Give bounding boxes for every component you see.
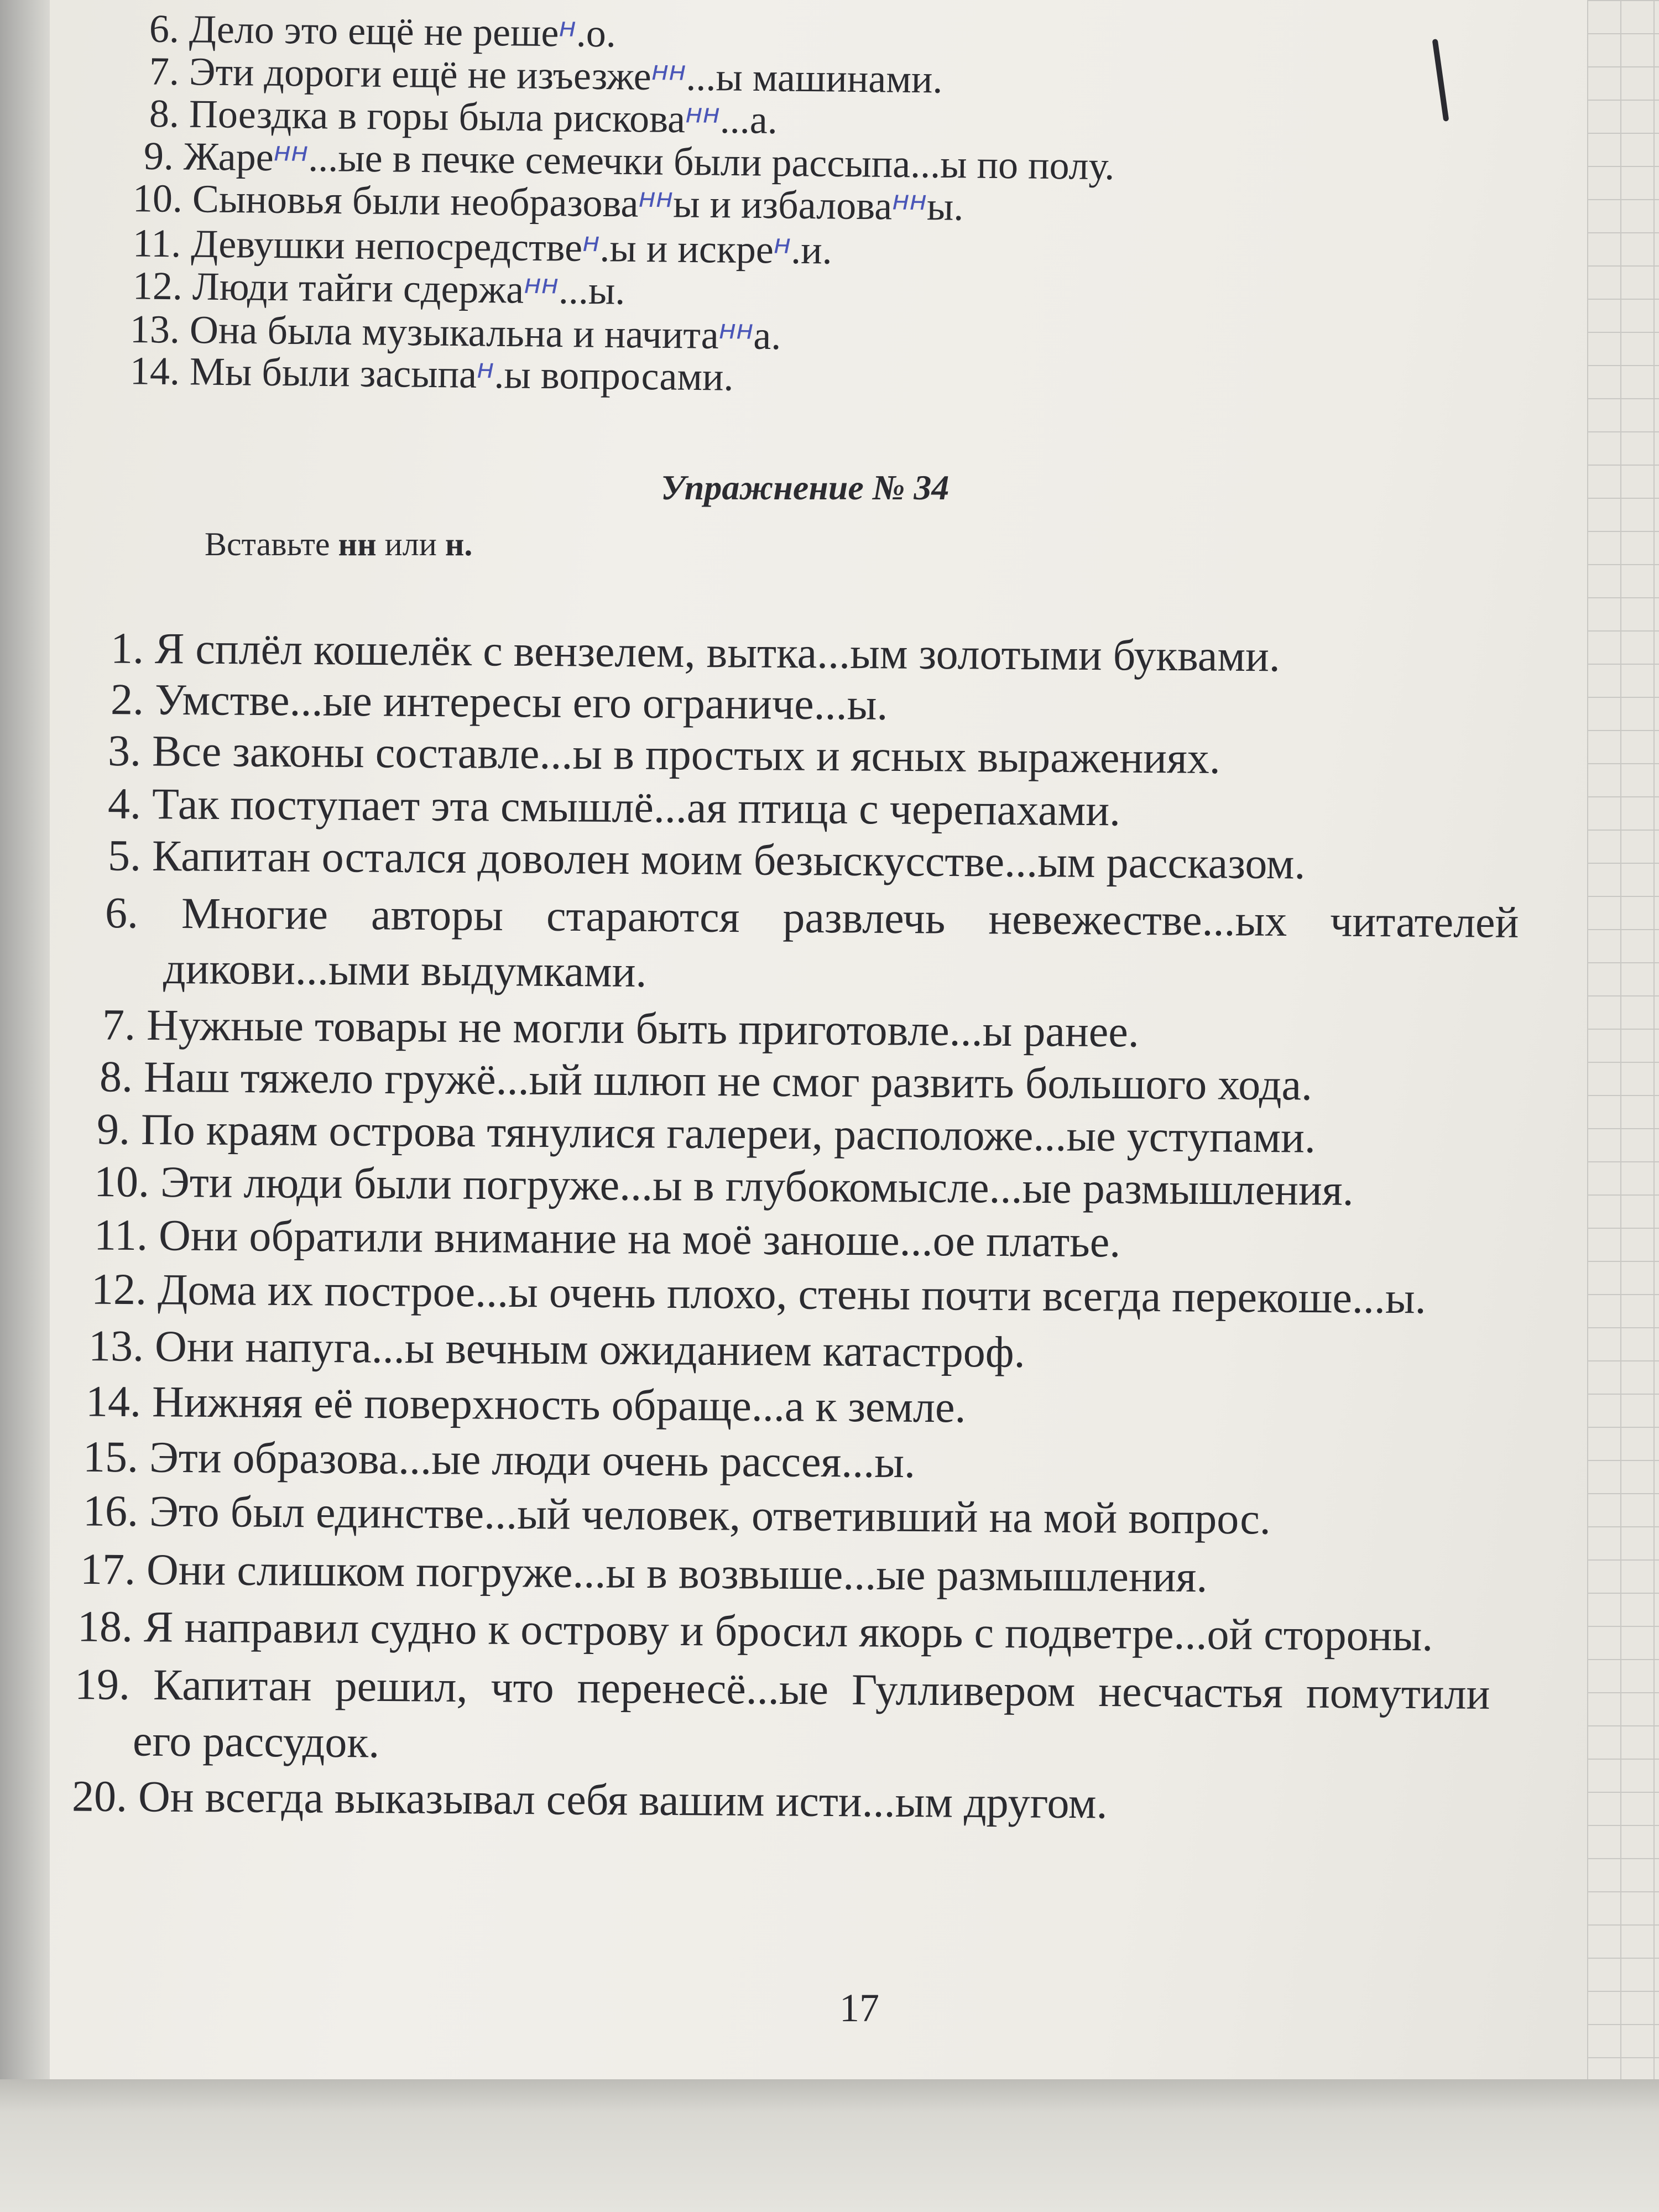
item-text: ...ы.	[558, 268, 625, 313]
pen-mark	[1432, 39, 1449, 122]
exercise-item-18	[77, 1602, 1433, 1661]
item-text: Наш тяжело гружё...ый шлюп не смог развить большого хода.	[143, 1052, 1313, 1110]
instruction-text: Вставьте	[205, 526, 330, 562]
item-text: .о.	[576, 11, 617, 56]
exercise-item-20	[71, 1772, 1108, 1828]
exercise-item-2	[111, 677, 888, 727]
prev-item-10	[133, 178, 964, 227]
item-text: ы.	[926, 184, 964, 229]
item-text: .и.	[790, 227, 833, 273]
handwritten-answer: н	[476, 353, 494, 385]
prev-item-6	[149, 6, 617, 56]
exercise-item-10	[93, 1157, 1354, 1215]
item-text: Люди тайги сдержа	[192, 264, 524, 312]
instruction-text: или	[384, 526, 437, 562]
item-text: Мы были засыпа	[189, 349, 477, 397]
instruction-nn: нн	[338, 526, 377, 562]
item-number: 11.	[132, 221, 181, 266]
handwritten-answer: нн	[892, 185, 927, 217]
exercise-item-7	[102, 1000, 1140, 1057]
item-text: Капитан решил, что перенесё...ые Гулливером несчастья помутили	[153, 1661, 1490, 1719]
item-text: Поездка в горы была рискова	[189, 91, 686, 142]
item-number: 19.	[74, 1660, 131, 1709]
item-text: По краям острова тянулися галереи, расположе...ые уступами.	[140, 1105, 1316, 1162]
item-text: Дело это ещё не реше	[189, 7, 559, 55]
item-text: ...а.	[719, 97, 778, 142]
item-number: 6.	[105, 889, 139, 938]
exercise-item-14	[86, 1379, 966, 1430]
handwritten-answer: нн	[524, 268, 559, 300]
item-number: 18.	[77, 1602, 133, 1652]
prev-item-11	[132, 221, 833, 273]
item-text: Я направил судно к острову и бросил якорь с подветре...ой стороны.	[143, 1603, 1433, 1661]
item-text: Многие авторы стараются развлечь невежестве...ых читателей	[181, 889, 1519, 947]
item-text: ы и избалова	[672, 181, 893, 228]
item-number: 17.	[80, 1545, 136, 1594]
item-text: Все законы составле...ы в простых и ясных выражениях.	[152, 727, 1221, 784]
exercise-item-12	[91, 1267, 1426, 1321]
item-number: 13.	[88, 1322, 144, 1371]
item-number: 8.	[149, 91, 180, 136]
exercise-item-17	[80, 1545, 1208, 1602]
item-text: Я сплёл кошелёк с вензелем, вытка...ым золотыми буквами.	[154, 624, 1281, 681]
page-bottom-edge	[0, 2079, 1659, 2212]
item-number: 11.	[93, 1211, 148, 1260]
page-number: 17	[839, 1986, 879, 2030]
item-number: 9.	[143, 133, 174, 179]
notebook-grid-edge	[1587, 0, 1659, 2212]
item-text: ...ые в печке семечки были рассыпа...ы по полу.	[308, 135, 1115, 189]
item-number: 10.	[132, 176, 183, 221]
item-text: Эти люди были погруже...ы в глубокомысле...ые размышления.	[160, 1157, 1354, 1215]
prev-item-8	[149, 93, 778, 140]
item-number: 12.	[91, 1265, 147, 1314]
item-number: 9.	[96, 1105, 131, 1154]
prev-item-14	[129, 348, 734, 399]
prev-item-12	[132, 263, 625, 313]
handwritten-answer: н	[582, 226, 600, 258]
instruction-n: н	[445, 526, 465, 562]
item-text: Капитан остался доволен моим безыскусстве...ым рассказом.	[152, 832, 1306, 889]
exercise-item-9	[97, 1107, 1316, 1160]
item-number: 5.	[107, 831, 142, 880]
handwritten-answer: нн	[651, 55, 686, 87]
item-text: Так поступает эта смышлё...ая птица с черепахами.	[152, 780, 1121, 836]
item-number: 14.	[85, 1377, 142, 1427]
item-number: 1.	[110, 624, 144, 674]
handwritten-answer: нн	[638, 182, 674, 214]
exercise-item-6	[105, 891, 1519, 945]
item-number: 16.	[82, 1486, 139, 1536]
item-text: Девушки непосредстве	[190, 221, 583, 270]
exercise-item-19	[75, 1662, 1490, 1717]
exercise-title: Упражнение № 34	[661, 468, 950, 507]
handwritten-answer: нн	[273, 136, 309, 168]
page-shadow	[0, 0, 50, 2212]
handwritten-answer: н	[773, 228, 791, 260]
item-number: 7.	[149, 49, 180, 94]
exercise-item-11	[94, 1213, 1121, 1265]
item-text: .ы и искре	[599, 226, 774, 272]
item-number: 6.	[149, 6, 180, 51]
exercise-item-16	[82, 1486, 1271, 1544]
prev-item-13	[129, 306, 781, 358]
handwritten-answer: нн	[718, 314, 754, 346]
item-number: 20.	[71, 1772, 128, 1822]
item-number: 8.	[99, 1052, 133, 1102]
item-text: Жаре	[183, 134, 274, 180]
item-text: Они обратили внимание на моё заноше...ое платье.	[158, 1211, 1121, 1267]
item-text: ...ы машинами.	[686, 54, 943, 102]
item-text: .ы вопросами.	[494, 352, 734, 399]
item-number: 2.	[110, 675, 144, 724]
handwritten-answer: н	[559, 12, 577, 43]
exercise-item-13	[88, 1324, 1025, 1375]
item-text: Дома их построе...ы очень плохо, стены почти всегда перекоше...ы.	[157, 1265, 1426, 1323]
item-text: Умстве...ые интересы его ограниче...ы.	[154, 675, 888, 729]
item-text: Они слишком погруже...ы в возвыше...ые размышления.	[146, 1545, 1208, 1602]
item-text: Они напуга...ы вечным ожиданием катастроф.	[154, 1322, 1025, 1377]
exercise-item-8	[99, 1052, 1313, 1110]
item-text: Она была музыкальна и начита	[189, 307, 719, 357]
item-text: Нужные товары не могли быть приготовле...ы ранее.	[146, 1001, 1140, 1057]
handwritten-answer: нн	[685, 98, 721, 129]
item-number: 4.	[107, 779, 142, 829]
item-number: 14.	[129, 348, 180, 394]
item-text: Это был единстве...ый человек, ответивший на мой вопрос.	[149, 1487, 1271, 1544]
item-text: Эти дороги ещё не изъезже	[189, 49, 652, 98]
item-number: 12.	[132, 263, 183, 309]
item-text: а.	[753, 313, 781, 358]
exercise-item-1	[110, 624, 1281, 681]
item-number: 7.	[102, 1000, 136, 1050]
instruction-end: .	[464, 526, 473, 562]
exercise-item-5	[107, 831, 1306, 889]
item-number: 10.	[93, 1157, 150, 1207]
item-text: Нижняя её поверхность обраще...а к земле.	[152, 1378, 966, 1432]
exercise-item-4	[107, 779, 1121, 836]
item-text: Эти образова...ые люди очень рассея...ы.	[149, 1433, 916, 1488]
exercise-item-6-continuation: дикови...ыми выдумками.	[163, 944, 647, 997]
item-number: 3.	[107, 726, 142, 776]
exercise-item-3	[107, 726, 1221, 784]
exercise-item-19-continuation: его рассудок.	[132, 1717, 380, 1767]
exercise-item-15	[82, 1432, 916, 1488]
item-text: Сыновья были необразова	[192, 176, 639, 226]
item-number: 13.	[129, 306, 180, 352]
item-text: Он всегда выказывал себя вашим исти...ым другом.	[138, 1772, 1108, 1828]
exercise-instruction	[205, 525, 472, 564]
item-number: 15.	[82, 1432, 139, 1482]
